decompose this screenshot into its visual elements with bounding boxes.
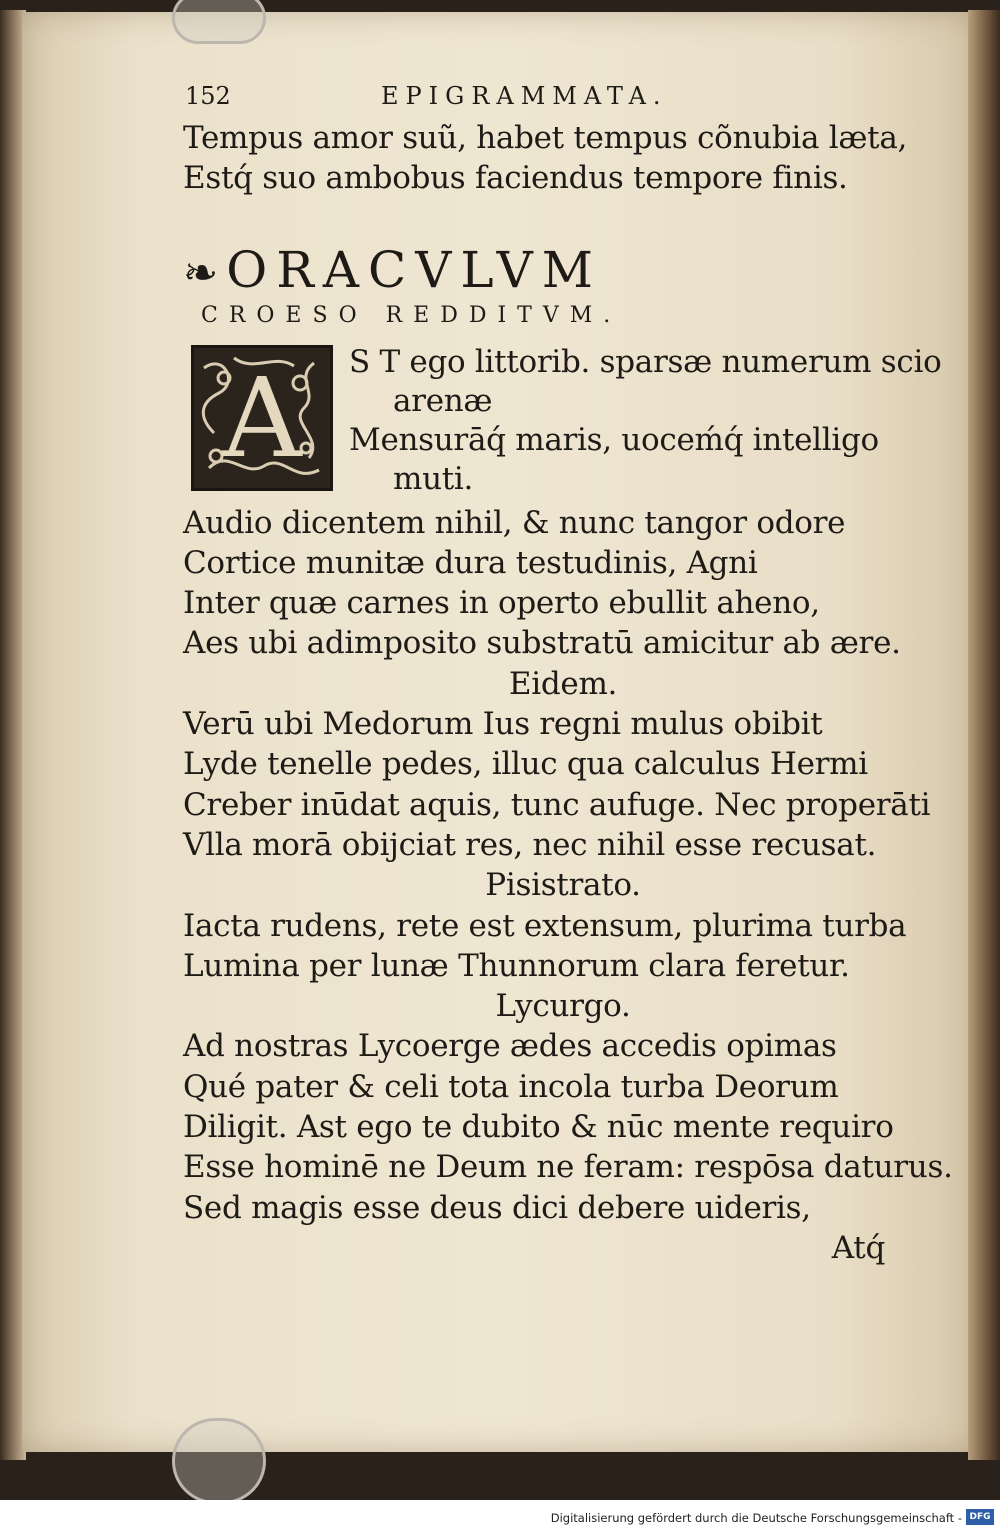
page-clip-top	[172, 0, 266, 44]
verse-line: Sed magis esse deus dici debere uideris,	[183, 1189, 811, 1226]
verse-line: S T ego littorib. sparsæ numerum scio	[349, 343, 942, 380]
initial-letter: A	[222, 353, 302, 482]
initial-block	[183, 343, 942, 503]
section-title-text: ORACVLVM	[226, 240, 602, 299]
decorated-initial	[191, 345, 333, 491]
verse-line: Iacta rudens, rete est extensum, plurima turba	[183, 907, 907, 944]
page-edge-right	[968, 10, 1000, 1460]
fleuron-icon: ❧	[183, 247, 219, 297]
initial-lines	[349, 343, 941, 499]
verse-line: Verū ubi Medorum Ius regni mulus obibit	[183, 706, 823, 743]
verse-line: Diligit. Ast ego te dubito & nūc mente requiro	[183, 1109, 894, 1146]
verse-line: muti.	[393, 460, 474, 497]
verse-line: arenæ	[393, 382, 493, 419]
heading-lycurgo: Lycurgo.	[495, 988, 631, 1025]
page-clip-bottom	[172, 1418, 266, 1504]
catchword: Atq́	[831, 1229, 885, 1266]
verse-line: Creber inūdat aquis, tunc aufuge. Nec properāti	[183, 786, 931, 823]
section-subtitle: CROESO REDDITVM.	[201, 302, 622, 328]
verse-line: Qué pater & celi tota incola turba Deorum	[183, 1068, 839, 1105]
funding-note: Digitalisierung gefördert durch die Deutsche Forschungsgemeinschaft -	[550, 1511, 962, 1525]
verse-line: Estq́ suo ambobus faciendus tempore finis.	[183, 160, 848, 197]
verse-line: Cortice munitæ dura testudinis, Agni	[183, 544, 758, 581]
verse-line: Tempus amor suũ, habet tempus cõnubia læta,	[183, 120, 908, 156]
verse-line: Aes ubi adimposito substratū amicitur ab ære.	[183, 625, 901, 662]
page-text	[183, 82, 953, 1268]
dfg-logo[interactable]: DFG	[966, 1509, 994, 1525]
verse-line: Lyde tenelle pedes, illuc qua calculus Hermi	[183, 746, 868, 783]
verse-line: Ad nostras Lycoerge ædes accedis opimas	[183, 1028, 837, 1065]
verse-line: Mensurāq́ maris, uoceḿq́ intelligo	[349, 421, 879, 458]
verse-line: Audio dicentem nihil, & nunc tangor odore	[183, 504, 846, 541]
footer-bar	[0, 1500, 1000, 1538]
verse-line: Vlla morā obijciat res, nec nihil esse recusat.	[183, 826, 877, 863]
verse-body	[183, 503, 953, 1269]
section-title	[183, 241, 903, 297]
verse-line: Lumina per lunæ Thunnorum clara feretur.	[183, 947, 850, 984]
heading-eidem: Eidem.	[508, 665, 618, 702]
verse-line: Inter quæ carnes in operto ebullit aheno,	[183, 585, 820, 622]
verse-line: Esse hominē ne Deum ne feram: respōsa daturus.	[183, 1149, 953, 1186]
running-title: EPIGRAMMATA.	[381, 82, 668, 110]
running-header	[183, 82, 903, 118]
folio-number: 152	[185, 82, 231, 110]
heading-pisistrato: Pisistrato.	[485, 867, 641, 904]
